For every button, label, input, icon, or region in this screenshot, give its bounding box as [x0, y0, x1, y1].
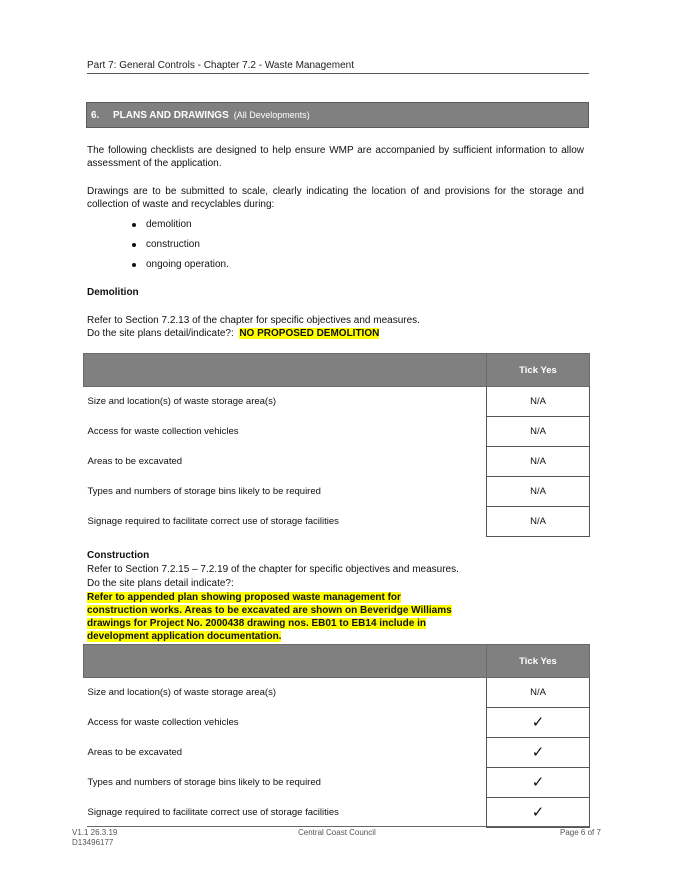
- table-header-blank: [84, 645, 487, 678]
- table-row: [84, 768, 590, 798]
- row-label: Types and numbers of storage bins likely to be required: [87, 777, 321, 788]
- footer-version: V1.1 26.3.19: [72, 828, 118, 837]
- construction-reference: Refer to Section 7.2.15 – 7.2.19 of the chapter for specific objectives and measures.: [87, 564, 459, 575]
- row-value: N/A: [487, 507, 590, 537]
- page-header: Part 7: General Controls - Chapter 7.2 - Waste Management: [87, 60, 589, 74]
- construction-highlight-line: development application documentation.: [87, 631, 282, 642]
- row-label: Areas to be excavated: [87, 456, 183, 467]
- table-row: [84, 798, 590, 828]
- row-value: N/A: [487, 477, 590, 507]
- intro-paragraph-1: The following checklists are designed to help ensure WMP are accompanied by sufficient information to allow assessment of the application.: [87, 145, 584, 169]
- table-header-row: [84, 645, 590, 678]
- demolition-highlight: NO PROPOSED DEMOLITION: [239, 328, 380, 339]
- phase-bullet-list: [130, 218, 229, 278]
- footer-doc-id: D13496177: [72, 838, 114, 847]
- row-label: Signage required to facilitate correct use of storage facilities: [87, 807, 339, 818]
- demolition-reference: Refer to Section 7.2.13 of the chapter for specific objectives and measures.: [87, 315, 420, 326]
- footer-page-number: Page 6 of 7: [560, 828, 601, 837]
- row-label: Types and numbers of storage bins likely to be required: [87, 486, 321, 497]
- row-value: N/A: [487, 417, 590, 447]
- table-row: [84, 447, 590, 477]
- table-row: [84, 708, 590, 738]
- demolition-question: [87, 327, 584, 340]
- checkmark-icon: ✓: [487, 708, 590, 738]
- table-header-row: [84, 354, 590, 387]
- section-subtitle: (All Developments): [233, 110, 310, 120]
- table-row: [84, 678, 590, 708]
- demolition-checklist-table: [83, 353, 590, 537]
- intro-paragraph-2: Drawings are to be submitted to scale, clearly indicating the location of and provisions for the storage and collection of waste and recyclables during:: [87, 186, 584, 210]
- row-label: Signage required to facilitate correct use of storage facilities: [87, 516, 339, 527]
- list-item: construction: [130, 238, 229, 258]
- section-heading-bar: [86, 102, 589, 128]
- construction-question: Do the site plans detail indicate?:: [87, 578, 234, 589]
- row-value: N/A: [487, 447, 590, 477]
- list-item: demolition: [130, 218, 229, 238]
- checkmark-icon: ✓: [487, 768, 590, 798]
- construction-highlight-block: [87, 591, 584, 643]
- row-label: Size and location(s) of waste storage area(s): [87, 687, 277, 699]
- row-value: N/A: [487, 678, 590, 708]
- footer-divider: [87, 826, 589, 827]
- demolition-question-text: Do the site plans detail/indicate?:: [87, 328, 234, 339]
- construction-highlight-line: drawings for Project No. 2000438 drawing nos. EB01 to EB14 include in: [87, 618, 426, 629]
- table-row: [84, 477, 590, 507]
- table-row: [84, 387, 590, 417]
- construction-checklist-table: [83, 644, 590, 828]
- tick-yes-header: Tick Yes: [487, 645, 590, 678]
- table-header-blank: [84, 354, 487, 387]
- row-label: Areas to be excavated: [87, 747, 183, 758]
- tick-yes-header: Tick Yes: [487, 354, 590, 387]
- table-row: [84, 507, 590, 537]
- section-title: PLANS AND DRAWINGS: [113, 109, 229, 121]
- checkmark-icon: ✓: [487, 798, 590, 828]
- footer-council: Central Coast Council: [298, 828, 376, 837]
- footer-left: [72, 828, 117, 848]
- section-number: 6.: [91, 109, 100, 121]
- list-item: ongoing operation.: [130, 258, 229, 278]
- checkmark-icon: ✓: [487, 738, 590, 768]
- table-row: [84, 417, 590, 447]
- table-row: [84, 738, 590, 768]
- row-label: Access for waste collection vehicles: [87, 426, 239, 437]
- construction-highlight-line: Refer to appended plan showing proposed waste management for: [87, 592, 401, 603]
- construction-highlight-line: construction works. Areas to be excavated are shown on Beveridge Williams: [87, 605, 452, 616]
- row-label: Size and location(s) of waste storage area(s): [87, 396, 277, 408]
- demolition-heading: Demolition: [87, 287, 139, 298]
- row-value: N/A: [487, 387, 590, 417]
- construction-heading: Construction: [87, 550, 150, 561]
- row-label: Access for waste collection vehicles: [87, 717, 239, 728]
